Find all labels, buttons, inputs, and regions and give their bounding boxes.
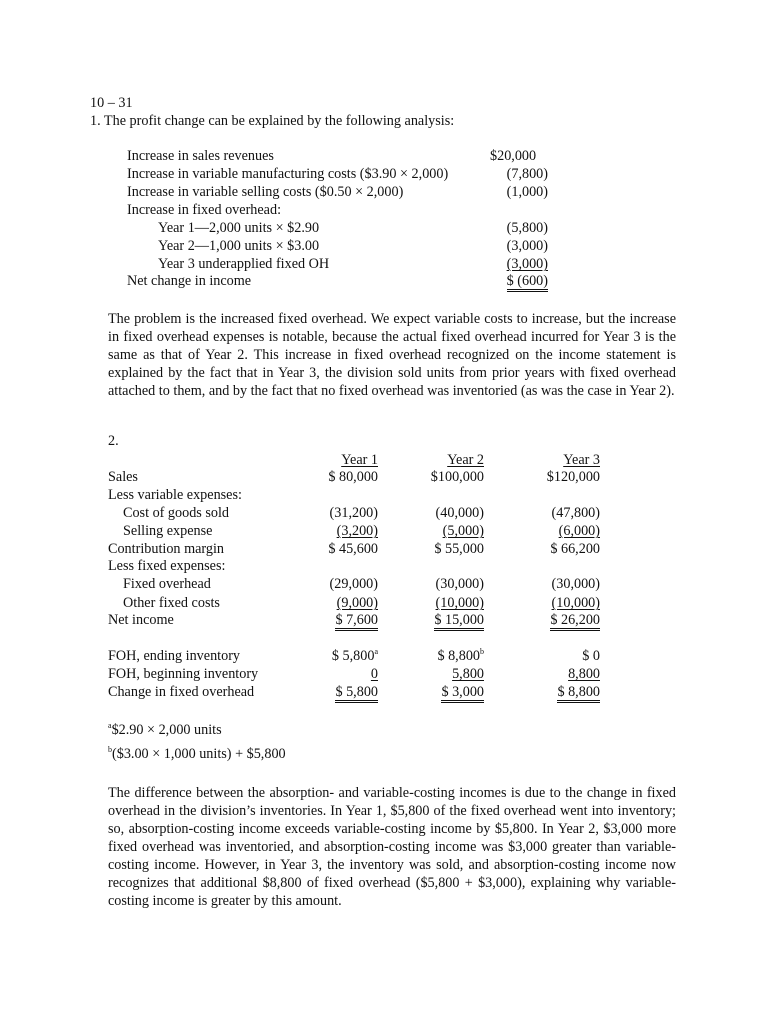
cell: [290, 648, 378, 666]
cell-value: $ 8,800: [557, 684, 600, 703]
cell-value: $100,000: [430, 469, 484, 485]
cell-value: $ 45,600: [328, 541, 378, 557]
column-header-cell: [396, 452, 484, 470]
row-label: Selling expense: [123, 523, 213, 539]
problem-number: 10 – 31: [90, 95, 133, 111]
row-label: Other fixed costs: [123, 595, 220, 611]
row-label: Net income: [108, 612, 174, 628]
analysis-amount: $20,000: [490, 148, 537, 164]
footnote-b: [108, 746, 286, 764]
row-label: Contribution margin: [108, 541, 224, 557]
cell-value: (10,000): [435, 595, 484, 611]
row-label: Less variable expenses:: [108, 487, 242, 503]
cell: [512, 666, 600, 684]
column-header-cell: [290, 452, 378, 470]
footnote-text: $2.90 × 2,000 units: [111, 722, 222, 738]
cell: [396, 595, 484, 613]
row-label: Fixed overhead: [123, 576, 211, 592]
analysis-amount: (7,800): [506, 166, 548, 182]
row-label: Sales: [108, 469, 138, 485]
column-header: Year 2: [447, 452, 484, 468]
net-change-amount: $ (600): [507, 273, 548, 292]
analysis-amount-cell: [470, 256, 548, 274]
net-change-cell: [470, 273, 548, 291]
cell-value: (9,000): [336, 595, 378, 611]
row-label: Cost of goods sold: [123, 505, 230, 521]
cell: [512, 523, 600, 541]
cell: [396, 523, 484, 541]
cell: [512, 684, 600, 702]
cell-value: (3,200): [336, 523, 378, 539]
cell-value: (10,000): [551, 595, 600, 611]
analysis-label: Year 1—2,000 units × $2.90: [158, 220, 320, 236]
row-label: FOH, ending inventory: [108, 648, 241, 664]
cell-value: 8,800: [568, 666, 600, 682]
cell: [512, 595, 600, 613]
analysis-label: Year 3 underapplied fixed OH: [158, 256, 330, 272]
cell-value: $ 55,000: [434, 541, 484, 557]
row-label: FOH, beginning inventory: [108, 666, 259, 682]
cell-value: $ 8,800: [437, 648, 480, 664]
cell: [290, 612, 378, 630]
cell-value: $ 26,200: [550, 612, 600, 631]
paragraph-costing-difference-explanation: The difference between the absorption- and variable-costing incomes is due to the change in fixed overhead in the division’s inventories. In Year 1, $5,800 of the fixed overhead went into inventory; so, absorption-costing income exceeds variable-costing income by $5,800. In Year 2, $3,000 more fixed overhead was inventoried, and absorption-costing income was $3,000 greater than variable-costing income. However, in Year 3, the inventory was sold, and absorption-costing income now recognizes that additional $8,800 of fixed overhead ($5,800 + $3,000), explaining why variable-costing income is greater by this amount.: [108, 785, 676, 909]
footnote-mark: a: [108, 721, 112, 730]
row-label: Less fixed expenses:: [108, 558, 226, 574]
analysis-label: Increase in sales revenues: [127, 148, 274, 164]
cell-value: $ 3,000: [441, 684, 484, 703]
cell-value: $ 5,800: [331, 648, 375, 664]
cell-value: $ 0: [582, 648, 600, 664]
cell: [290, 523, 378, 541]
footnote-mark: a: [374, 647, 378, 656]
cell: [290, 595, 378, 613]
cell-value: $ 15,000: [434, 612, 484, 631]
cell: [290, 666, 378, 684]
cell-value: $ 80,000: [328, 469, 378, 485]
analysis-amount: (5,800): [506, 220, 548, 236]
analysis-label: Increase in variable selling costs ($0.50 × 2,000): [127, 184, 404, 200]
cell-value: (5,000): [442, 523, 484, 539]
footnote-mark: b: [108, 745, 112, 754]
row-label: Change in fixed overhead: [108, 684, 255, 700]
column-header: Year 3: [563, 452, 600, 468]
analysis-amount: (3,000): [506, 238, 548, 254]
cell: [396, 612, 484, 630]
cell: [290, 684, 378, 702]
cell-value: (29,000): [329, 576, 378, 592]
cell-value: (40,000): [435, 505, 484, 521]
analysis-label: Increase in variable manufacturing costs ($3.90 × 2,000): [127, 166, 449, 182]
analysis-label: Increase in fixed overhead:: [127, 202, 282, 218]
cell-value: $ 66,200: [550, 541, 600, 557]
question-1-intro: 1. The profit change can be explained by the following analysis:: [90, 113, 455, 129]
cell-value: $ 5,800: [335, 684, 378, 703]
footnote-text: ($3.00 × 1,000 units) + $5,800: [112, 746, 286, 762]
analysis-amount: (3,000): [506, 256, 548, 272]
footnote-mark: b: [480, 647, 484, 656]
cell: [396, 684, 484, 702]
analysis-amount: (1,000): [506, 184, 548, 200]
cell-value: $120,000: [546, 469, 600, 485]
cell-value: (47,800): [551, 505, 600, 521]
column-header-cell: [512, 452, 600, 470]
analysis-label: Year 2—1,000 units × $3.00: [158, 238, 320, 254]
cell: [396, 666, 484, 684]
cell-value: $ 7,600: [335, 612, 378, 631]
cell-value: 5,800: [452, 666, 484, 682]
cell: [396, 648, 484, 666]
cell-value: (30,000): [551, 576, 600, 592]
cell-value: (30,000): [435, 576, 484, 592]
column-header: Year 1: [341, 452, 378, 468]
cell-value: 0: [370, 666, 378, 682]
footnote-a: [108, 722, 222, 740]
paragraph-fixed-overhead-explanation: The problem is the increased fixed overhead. We expect variable costs to increase, but the increase in fixed overhead expenses is notable, because the actual fixed overhead incurred for Year 3 is the same as that of Year 2. This increase in fixed overhead recognized on the income statement is explained by the fact that in Year 3, the division sold units from prior years with fixed overhead attached to them, and by the fact that no fixed overhead was inventoried (as was the case in Year 2).: [108, 311, 676, 399]
cell: [512, 612, 600, 630]
cell-value: (6,000): [558, 523, 600, 539]
cell-value: (31,200): [329, 505, 378, 521]
part-2-label: 2.: [108, 433, 119, 449]
analysis-label: Net change in income: [127, 273, 252, 289]
